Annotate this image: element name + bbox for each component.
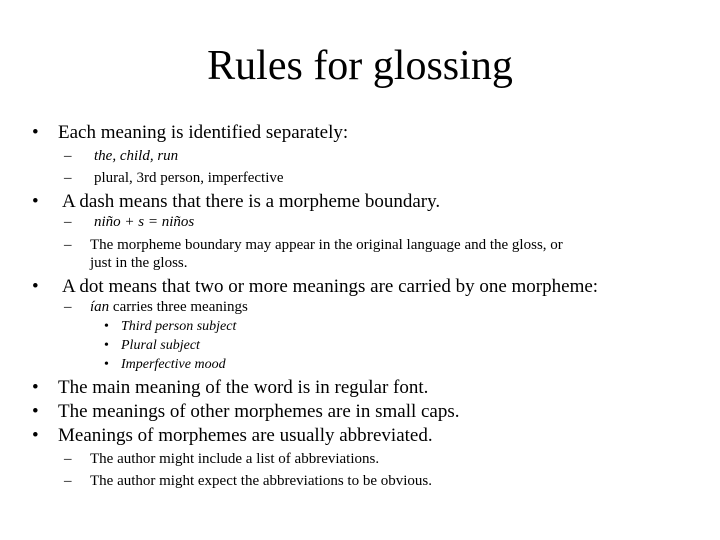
morpheme-description: carries three meanings [109,299,248,315]
bullet-3-subsub-2: Plural subject [121,338,200,353]
bullet-5-text: The meanings of other morphemes are in small caps. [58,401,460,422]
bullet-dot: • [32,401,39,422]
sub-bullet-dash: – [64,148,72,164]
bullet-2-sub-2: The morpheme boundary may appear in the original language and the gloss, or [90,237,563,253]
bullet-3-sub-1 [90,298,248,316]
bullet-dot: • [32,425,39,446]
bullet-dot: • [32,377,39,398]
sub-bullet-dash: – [64,237,72,253]
bullet-dot: • [32,191,39,212]
bullet-dot: • [32,276,39,297]
sub-bullet-dash: – [64,299,72,315]
sub-bullet-dash: – [64,170,72,186]
sub-sub-bullet-dot: • [104,319,109,334]
morpheme-term: ían [90,299,110,315]
bullet-2-sub-2-continuation: just in the gloss. [90,255,188,271]
bullet-1-sub-1: the, child, run [94,148,179,164]
sub-bullet-dash: – [64,473,72,489]
sub-bullet-dash: – [64,451,72,467]
bullet-6-text: Meanings of morphemes are usually abbreviated. [58,425,433,446]
bullet-1-text: Each meaning is identified separately: [58,122,349,143]
sub-bullet-dash: – [64,214,72,230]
sub-sub-bullet-dot: • [104,338,109,353]
bullet-3-subsub-1: Third person subject [121,319,237,334]
slide-title: Rules for glossing [207,43,513,89]
bullet-3-text: A dot means that two or more meanings are carried by one morpheme: [62,276,599,297]
bullet-dot: • [32,122,39,143]
bullet-2-sub-1: niño + s = niños [94,214,195,230]
bullet-6-sub-2: The author might expect the abbreviations to be obvious. [90,473,432,489]
bullet-6-sub-1: The author might include a list of abbreviations. [90,451,380,467]
sub-sub-bullet-dot: • [104,357,109,372]
bullet-3-subsub-3: Imperfective mood [121,357,226,372]
bullet-1-sub-2: plural, 3rd person, imperfective [94,170,284,186]
bullet-4-text: The main meaning of the word is in regular font. [58,377,429,398]
bullet-2-text: A dash means that there is a morpheme boundary. [62,191,441,212]
